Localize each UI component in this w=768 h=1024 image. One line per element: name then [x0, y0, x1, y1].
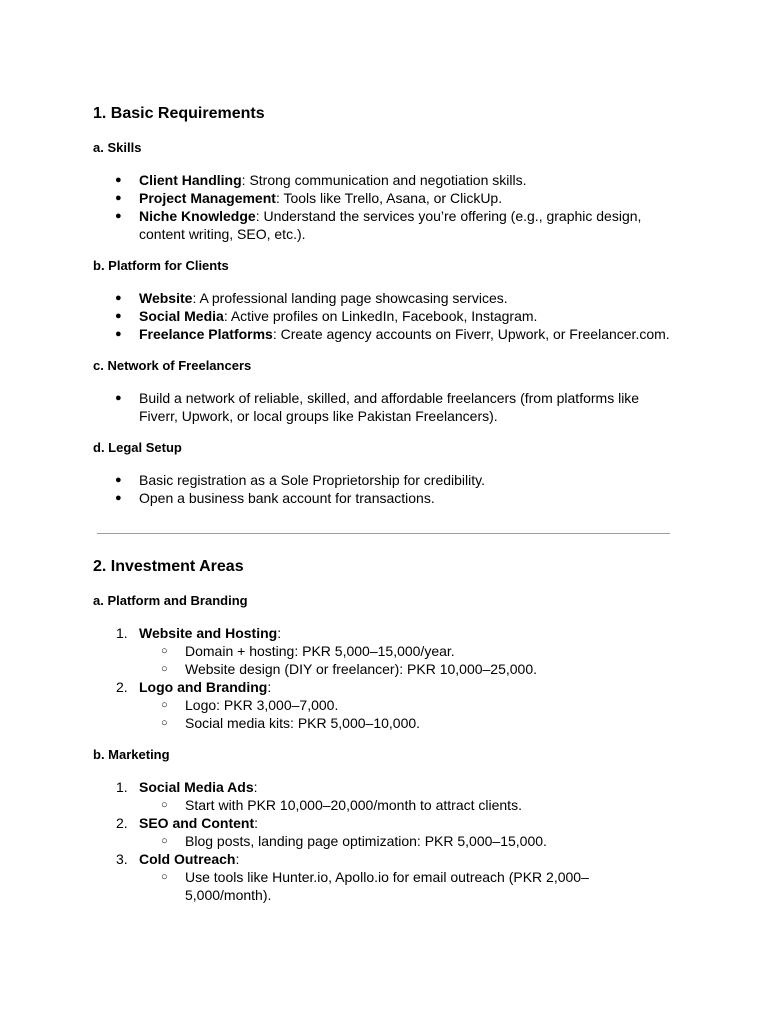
item-text: :	[235, 851, 240, 867]
subsection-heading: b. Platform for Clients	[93, 258, 229, 273]
section-investment-areas	[93, 557, 768, 904]
sub-list-item: ○ Domain + hosting: PKR 5,000–15,000/year.	[93, 642, 613, 660]
sub-list	[139, 696, 768, 732]
subsection-legal-setup	[93, 439, 768, 507]
item-number: 2.	[116, 815, 128, 831]
item-number: 1.	[116, 779, 128, 795]
item-term: Project Management	[139, 190, 276, 206]
item-term: SEO and Content	[139, 815, 255, 831]
numbered-item	[93, 850, 768, 904]
list-item	[93, 289, 673, 307]
item-term: Website and Hosting	[139, 625, 278, 641]
item-text: : Tools like Trello, Asana, or ClickUp.	[275, 190, 503, 206]
list-item	[93, 489, 673, 507]
sub-list-item: ○ Use tools like Hunter.io, Apollo.io for email outreach (PKR 2,000–5,000/month).	[93, 868, 613, 904]
item-term: Website	[139, 290, 193, 306]
item-text: : Active profiles on LinkedIn, Facebook, Instagram.	[223, 308, 538, 324]
item-term: Client Handling	[139, 172, 242, 188]
item-term: Social Media	[139, 308, 224, 324]
item-text: :	[253, 779, 258, 795]
item-number: 1.	[116, 625, 128, 641]
numbered-list	[93, 624, 768, 732]
item-term: Niche Knowledge	[139, 208, 256, 224]
sub-list-item: ○ Social media kits: PKR 5,000–10,000.	[93, 714, 613, 732]
item-text: : Strong communication and negotiation skills.	[241, 172, 527, 188]
section-title: 2. Investment Areas	[93, 558, 244, 575]
subsection-heading: d. Legal Setup	[93, 440, 182, 455]
sub-list-item: ○ Blog posts, landing page optimization: PKR 5,000–15,000.	[93, 832, 613, 850]
subsection-platform-for-clients	[93, 257, 768, 343]
item-text: :	[277, 625, 282, 641]
list-item	[93, 207, 673, 243]
sub-list-item: ○ Start with PKR 10,000–20,000/month to attract clients.	[93, 796, 613, 814]
numbered-item	[93, 678, 768, 732]
section-basic-requirements	[93, 104, 768, 507]
subsection-heading: a. Platform and Branding	[93, 593, 248, 608]
subsection-skills	[93, 139, 768, 243]
list-item	[93, 471, 673, 489]
item-text: : Create agency accounts on Fiverr, Upwork, or Freelancer.com.	[272, 326, 670, 342]
item-text: :	[267, 679, 272, 695]
bullet-list	[93, 471, 768, 507]
item-text: : Understand the services you’re offering (e.g., graphic design, content writing, SEO, etc.).	[139, 208, 642, 242]
bullet-list	[93, 171, 768, 243]
bullet-list	[93, 289, 768, 343]
sub-list	[139, 642, 768, 678]
numbered-item	[93, 624, 768, 678]
horizontal-divider	[97, 533, 670, 534]
item-number: 3.	[116, 851, 128, 867]
item-term: Cold Outreach	[139, 851, 236, 867]
numbered-item	[93, 814, 768, 850]
subsection-heading: c. Network of Freelancers	[93, 358, 252, 373]
subsection-heading: a. Skills	[93, 140, 142, 155]
item-text: Open a business bank account for transactions.	[139, 490, 435, 506]
numbered-list	[93, 778, 768, 904]
subsection-platform-and-branding	[93, 592, 768, 732]
list-item	[93, 171, 673, 189]
numbered-item	[93, 778, 768, 814]
item-number: 2.	[116, 679, 128, 695]
sub-list	[139, 832, 768, 850]
item-term: Logo and Branding	[139, 679, 268, 695]
list-item	[93, 189, 673, 207]
sub-list-item: ○ Logo: PKR 3,000–7,000.	[93, 696, 613, 714]
item-text: : A professional landing page showcasing services.	[192, 290, 508, 306]
item-term: Freelance Platforms	[139, 326, 273, 342]
item-text: :	[254, 815, 259, 831]
sub-list-item: ○ Website design (DIY or freelancer): PKR 10,000–25,000.	[93, 660, 613, 678]
item-text: Build a network of reliable, skilled, and affordable freelancers (from platforms like Fiverr, Upwork, or local groups like Pakistan Freelancers).	[139, 390, 640, 424]
section-title: 1. Basic Requirements	[93, 105, 265, 122]
item-text: Basic registration as a Sole Proprietorship for credibility.	[139, 472, 486, 488]
item-term: Social Media Ads	[139, 779, 254, 795]
sub-list	[139, 796, 768, 814]
sub-list	[139, 868, 768, 904]
subsection-marketing	[93, 746, 768, 904]
list-item	[93, 389, 673, 425]
list-item	[93, 307, 673, 325]
list-item	[93, 325, 673, 343]
subsection-network-of-freelancers	[93, 357, 768, 425]
bullet-list	[93, 389, 768, 425]
subsection-heading: b. Marketing	[93, 747, 170, 762]
